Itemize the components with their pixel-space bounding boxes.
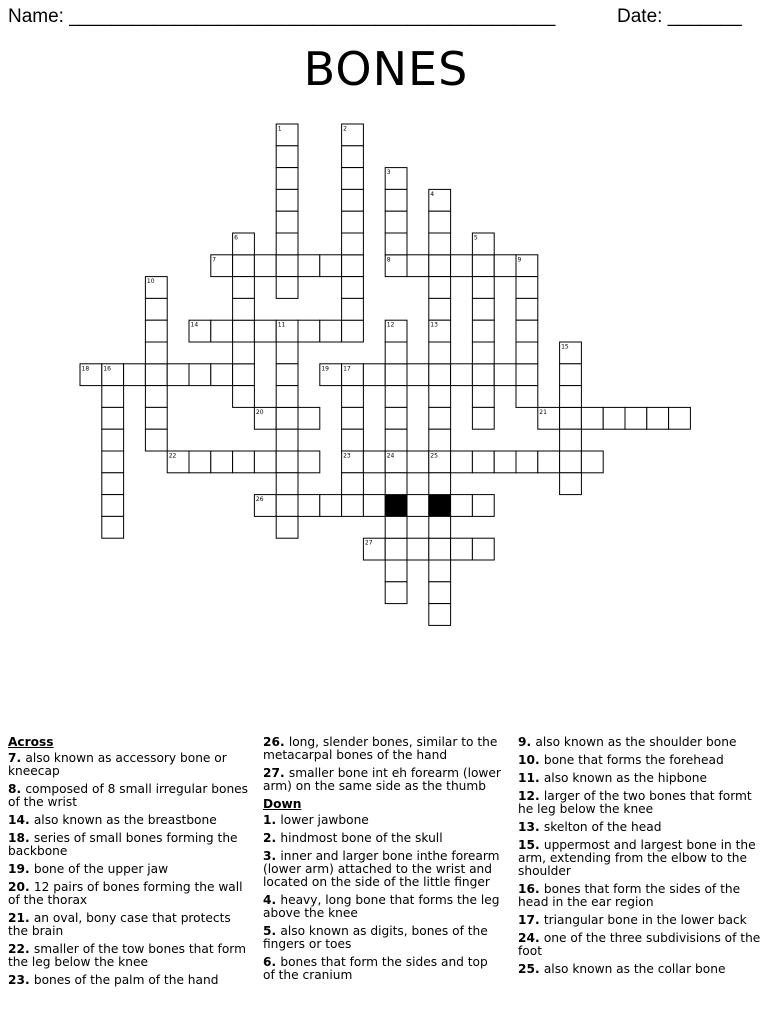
clue-item-number: 20.	[8, 880, 34, 894]
clue-number: 16	[103, 365, 111, 373]
grid-cell[interactable]	[516, 386, 538, 408]
clue-item-number: 22.	[8, 942, 34, 956]
grid-cell[interactable]	[385, 516, 407, 538]
grid-cell[interactable]	[451, 364, 473, 386]
clue-item	[518, 839, 764, 878]
grid-cell[interactable]	[407, 451, 429, 473]
clue-item-number: 18.	[8, 831, 34, 845]
grid-cell[interactable]	[233, 277, 255, 299]
grid-cell[interactable]	[429, 233, 451, 255]
clue-item-text: long, slender bones, similar to the metacarpal bones of the hand	[263, 735, 498, 762]
grid-cell[interactable]	[472, 277, 494, 299]
grid-cell[interactable]	[581, 451, 603, 473]
grid-cell[interactable]	[560, 364, 582, 386]
grid-cell[interactable]	[102, 386, 124, 408]
grid-cell[interactable]	[298, 451, 320, 473]
grid-cell[interactable]	[320, 495, 342, 517]
clue-item-text: also known as the hipbone	[543, 771, 708, 785]
clue-item-number: 14.	[8, 813, 34, 827]
grid-cell[interactable]	[342, 233, 364, 255]
clue-item	[518, 963, 764, 976]
grid-block	[429, 495, 451, 517]
clue-item-number: 16.	[518, 882, 544, 896]
grid-cell[interactable]	[342, 168, 364, 190]
grid-cell[interactable]	[276, 211, 298, 233]
grid-cell[interactable]	[407, 538, 429, 560]
clue-number: 12	[386, 321, 395, 329]
clue-number: 10	[146, 278, 155, 286]
grid-cell[interactable]	[145, 407, 167, 429]
grid-cell[interactable]	[538, 451, 560, 473]
grid-cell[interactable]	[560, 386, 582, 408]
grid-cell[interactable]	[102, 473, 124, 495]
clue-item	[263, 850, 503, 889]
grid-cell[interactable]	[385, 233, 407, 255]
grid-cell[interactable]	[276, 189, 298, 211]
grid-cell[interactable]	[102, 407, 124, 429]
clue-item	[8, 783, 248, 809]
clue-item	[263, 956, 503, 982]
clue-item	[263, 814, 503, 827]
grid-cell[interactable]	[429, 560, 451, 582]
clue-item	[263, 736, 503, 762]
clue-item	[8, 974, 248, 987]
clue-item	[518, 932, 764, 958]
across-heading: Across	[8, 735, 54, 749]
grid-cell[interactable]	[233, 451, 255, 473]
page-title: BONES	[303, 42, 469, 96]
grid-cell[interactable]	[429, 342, 451, 364]
grid-cell[interactable]	[124, 364, 146, 386]
grid-cell[interactable]	[429, 386, 451, 408]
grid-cell[interactable]	[342, 495, 364, 517]
clue-item-text: bone of the upper jaw	[33, 862, 169, 876]
grid-cell[interactable]	[625, 407, 647, 429]
across-clue-list-cont	[263, 736, 503, 793]
clue-number: 26	[255, 496, 264, 504]
grid-cell[interactable]	[145, 364, 167, 386]
grid-cell[interactable]	[102, 451, 124, 473]
clue-item-number: 9.	[518, 735, 536, 749]
grid-cell[interactable]	[472, 538, 494, 560]
grid-cell[interactable]	[276, 495, 298, 517]
clue-number: 9	[517, 256, 522, 264]
clue-item-text: also known as digits, bones of the fingers or toes	[263, 924, 488, 951]
clue-column-1	[8, 736, 248, 992]
grid-cell[interactable]	[233, 320, 255, 342]
clue-item-number: 26.	[263, 735, 289, 749]
clue-number: 1	[277, 125, 282, 133]
grid-cell[interactable]	[560, 451, 582, 473]
grid-cell[interactable]	[560, 407, 582, 429]
grid-cell[interactable]	[363, 451, 385, 473]
grid-cell[interactable]	[211, 320, 233, 342]
grid-cell[interactable]	[429, 211, 451, 233]
grid-cell[interactable]	[233, 386, 255, 408]
grid-cell[interactable]	[429, 473, 451, 495]
clue-item-text: bone that forms the forehead	[543, 753, 724, 767]
down-clue-list-cont	[518, 736, 764, 976]
grid-cell[interactable]	[451, 538, 473, 560]
grid-cell[interactable]	[233, 255, 255, 277]
grid-cell[interactable]	[472, 255, 494, 277]
clue-item-text: also known as accessory bone or kneecap	[8, 751, 227, 778]
clue-item-number: 8.	[8, 782, 26, 796]
grid-cell[interactable]	[385, 342, 407, 364]
clue-item-text: hindmost bone of the skull	[280, 831, 443, 845]
grid-cell[interactable]	[145, 320, 167, 342]
clue-number: 20	[255, 408, 264, 416]
grid-cell[interactable]	[342, 429, 364, 451]
clue-item-text: lower jawbone	[280, 813, 369, 827]
grid-cell[interactable]	[560, 429, 582, 451]
grid-cell[interactable]	[276, 451, 298, 473]
clue-item	[518, 790, 764, 816]
clue-item	[263, 925, 503, 951]
grid-cell[interactable]	[516, 320, 538, 342]
down-clue-list	[263, 814, 503, 982]
grid-cell[interactable]	[472, 320, 494, 342]
grid-cell[interactable]	[233, 364, 255, 386]
grid-cell[interactable]	[342, 189, 364, 211]
clue-number: 6	[234, 234, 238, 242]
grid-cell[interactable]	[385, 582, 407, 604]
clue-column-3	[518, 736, 764, 981]
grid-cell[interactable]	[145, 342, 167, 364]
grid-cell[interactable]	[276, 386, 298, 408]
clue-item	[8, 881, 248, 907]
grid-cell[interactable]	[385, 386, 407, 408]
clue-item-number: 24.	[518, 931, 544, 945]
grid-cell[interactable]	[516, 451, 538, 473]
grid-cell[interactable]	[560, 473, 582, 495]
grid-cell[interactable]	[494, 364, 516, 386]
grid-cell[interactable]	[494, 255, 516, 277]
grid-cell[interactable]	[516, 364, 538, 386]
across-clue-list	[8, 752, 248, 987]
clue-item-text: composed of 8 small irregular bones of the wrist	[8, 782, 249, 809]
clue-item	[8, 863, 248, 876]
clue-item	[8, 912, 248, 938]
clue-item	[8, 832, 248, 858]
clue-number: 11	[277, 321, 286, 329]
clue-item	[518, 883, 764, 909]
clue-item-text: also known as the breastbone	[33, 813, 217, 827]
grid-cell[interactable]	[669, 407, 691, 429]
clue-number: 15	[561, 343, 569, 351]
grid-cell[interactable]	[298, 407, 320, 429]
grid-cell[interactable]	[342, 320, 364, 342]
clue-item-text: bones that form the sides of the head in the ear region	[518, 882, 741, 909]
grid-cell[interactable]	[472, 364, 494, 386]
clue-item-text: smaller of the tow bones that form the leg below the knee	[8, 942, 246, 969]
grid-cell[interactable]	[472, 451, 494, 473]
clue-item-text: series of small bones forming the backbone	[8, 831, 238, 858]
clue-number: 7	[212, 256, 217, 264]
grid-cell[interactable]	[385, 538, 407, 560]
grid-cell[interactable]	[276, 233, 298, 255]
clue-item-number: 6.	[263, 955, 281, 969]
grid-block	[385, 495, 407, 517]
grid-cell[interactable]	[276, 407, 298, 429]
grid-cell[interactable]	[516, 342, 538, 364]
clue-number: 13	[430, 321, 438, 329]
clue-item	[518, 821, 764, 834]
clue-number: 22	[168, 452, 177, 460]
grid-cell[interactable]	[429, 277, 451, 299]
clue-item-text: triangular bone in the lower back	[543, 913, 747, 927]
clue-number: 18	[81, 365, 90, 373]
clue-item-text: heavy, long bone that forms the leg above the knee	[263, 893, 500, 920]
clue-item-text: also known as the collar bone	[543, 962, 726, 976]
grid-cell[interactable]	[254, 320, 276, 342]
name-field[interactable]: Name: ______________________________________________	[8, 6, 556, 27]
clue-item	[8, 752, 248, 778]
clue-item-number: 21.	[8, 911, 34, 925]
clue-number: 23	[343, 452, 351, 460]
clue-item-number: 11.	[518, 771, 544, 785]
clue-number: 27	[364, 539, 373, 547]
clue-item-text: larger of the two bones that formt he leg below the knee	[518, 789, 752, 816]
grid-cell[interactable]	[211, 364, 233, 386]
grid-cell[interactable]	[429, 604, 451, 626]
grid-cell[interactable]	[254, 255, 276, 277]
grid-cell[interactable]	[145, 429, 167, 451]
grid-cell[interactable]	[494, 451, 516, 473]
grid-cell[interactable]	[451, 255, 473, 277]
down-heading: Down	[263, 797, 302, 811]
clue-item-text: an oval, bony case that protects the brain	[8, 911, 231, 938]
grid-cell[interactable]	[276, 277, 298, 299]
clue-number: 21	[539, 408, 547, 416]
grid-cell[interactable]	[102, 429, 124, 451]
grid-cell[interactable]	[429, 516, 451, 538]
grid-cell[interactable]	[429, 407, 451, 429]
grid-cell[interactable]	[320, 255, 342, 277]
clue-item-text: also known as the shoulder bone	[535, 735, 737, 749]
clue-number: 2	[343, 125, 347, 133]
grid-cell[interactable]	[429, 298, 451, 320]
grid-cell[interactable]	[472, 298, 494, 320]
grid-cell[interactable]	[276, 473, 298, 495]
clue-item-number: 10.	[518, 753, 544, 767]
clue-item-text: uppermost and largest bone in the arm, extending from the elbow to the shoulder	[518, 838, 756, 878]
grid-cell[interactable]	[516, 277, 538, 299]
grid-cell[interactable]	[407, 255, 429, 277]
grid-cell[interactable]	[320, 320, 342, 342]
grid-cell[interactable]	[145, 386, 167, 408]
clue-number: 8	[386, 256, 391, 264]
grid-cell[interactable]	[342, 146, 364, 168]
grid-cell[interactable]	[102, 495, 124, 517]
grid-cell[interactable]	[451, 495, 473, 517]
clue-item-number: 1.	[263, 813, 281, 827]
grid-cell[interactable]	[429, 429, 451, 451]
grid-cell[interactable]	[254, 451, 276, 473]
grid-cell[interactable]	[102, 516, 124, 538]
grid-cell[interactable]	[385, 429, 407, 451]
grid-cell[interactable]	[342, 211, 364, 233]
clue-number: 14	[190, 321, 199, 329]
grid-cell[interactable]	[429, 538, 451, 560]
clue-number: 17	[343, 365, 351, 373]
clue-number: 25	[430, 452, 438, 460]
clue-item-number: 17.	[518, 913, 544, 927]
grid-cell[interactable]	[276, 168, 298, 190]
grid-cell[interactable]	[342, 277, 364, 299]
grid-cell[interactable]	[342, 298, 364, 320]
clue-item-number: 27.	[263, 766, 289, 780]
grid-cell[interactable]	[276, 255, 298, 277]
clue-item	[263, 767, 503, 793]
clue-item-text: skelton of the head	[543, 820, 662, 834]
grid-cell[interactable]	[647, 407, 669, 429]
clue-item	[8, 943, 248, 969]
clue-column-2	[263, 736, 503, 987]
date-field[interactable]: Date: _______	[617, 6, 742, 27]
clue-item-number: 19.	[8, 862, 34, 876]
grid-cell[interactable]	[276, 364, 298, 386]
clue-item-number: 25.	[518, 962, 544, 976]
clue-item	[518, 754, 764, 767]
clue-item-number: 3.	[263, 849, 281, 863]
grid-cell[interactable]	[385, 364, 407, 386]
clue-item-text: bones of the palm of the hand	[33, 973, 219, 987]
grid-cell[interactable]	[451, 451, 473, 473]
grid-cell[interactable]	[342, 255, 364, 277]
grid-cell[interactable]	[145, 298, 167, 320]
grid-cell[interactable]	[276, 342, 298, 364]
clue-item-number: 5.	[263, 924, 281, 938]
clue-item-number: 23.	[8, 973, 34, 987]
grid-cell[interactable]	[276, 429, 298, 451]
clue-number: 3	[386, 169, 391, 177]
grid-cell[interactable]	[385, 407, 407, 429]
grid-cell[interactable]	[407, 495, 429, 517]
grid-cell[interactable]	[189, 451, 211, 473]
grid-cell[interactable]	[298, 320, 320, 342]
clue-item-text: smaller bone int eh forearm (lower arm) on the same side as the thumb	[263, 766, 501, 793]
grid-cell[interactable]	[603, 407, 625, 429]
grid-cell[interactable]	[472, 342, 494, 364]
grid-cell[interactable]	[342, 473, 364, 495]
clue-item-number: 12.	[518, 789, 544, 803]
grid-cell[interactable]	[581, 407, 603, 429]
grid-cell[interactable]	[298, 255, 320, 277]
grid-cell[interactable]	[516, 298, 538, 320]
grid-cell[interactable]	[472, 495, 494, 517]
grid-cell[interactable]	[385, 473, 407, 495]
clue-number: 19	[321, 365, 329, 373]
grid-cell[interactable]	[276, 516, 298, 538]
grid-cell[interactable]	[429, 255, 451, 277]
clue-item-number: 4.	[263, 893, 281, 907]
clue-item-text: bones that form the sides and top of the cranium	[263, 955, 488, 982]
clue-number: 4	[430, 190, 435, 198]
clue-item-text: one of the three subdivisions of the foot	[518, 931, 761, 958]
clue-item	[8, 814, 248, 827]
grid-cell[interactable]	[363, 495, 385, 517]
grid-cell[interactable]	[233, 342, 255, 364]
clue-item-number: 7.	[8, 751, 26, 765]
grid-cell[interactable]	[385, 211, 407, 233]
grid-cell[interactable]	[298, 495, 320, 517]
clue-item-number: 2.	[263, 831, 281, 845]
grid-cell[interactable]	[429, 364, 451, 386]
clue-item	[518, 736, 764, 749]
clue-item	[518, 772, 764, 785]
grid-cell[interactable]	[211, 451, 233, 473]
grid-cell[interactable]	[429, 582, 451, 604]
clue-item-number: 13.	[518, 820, 544, 834]
grid-cell[interactable]	[363, 364, 385, 386]
clue-number: 5	[473, 234, 478, 242]
grid-cell[interactable]	[472, 407, 494, 429]
grid-cell[interactable]	[189, 364, 211, 386]
grid-cell[interactable]	[407, 364, 429, 386]
grid-cell[interactable]	[342, 407, 364, 429]
clue-item-text: 12 pairs of bones forming the wall of the thorax	[8, 880, 243, 907]
grid-cell[interactable]	[167, 364, 189, 386]
grid-cell[interactable]	[233, 298, 255, 320]
clue-item-text: inner and larger bone inthe forearm (lower arm) attached to the wrist and located on the side of the little finger	[263, 849, 500, 889]
clue-number: 24	[386, 452, 395, 460]
clue-item	[518, 914, 764, 927]
grid-cell[interactable]	[472, 386, 494, 408]
grid-cell[interactable]	[385, 189, 407, 211]
clue-item-number: 15.	[518, 838, 544, 852]
clue-item	[263, 832, 503, 845]
grid-cell[interactable]	[342, 386, 364, 408]
grid-cell[interactable]	[385, 560, 407, 582]
grid-cell[interactable]	[276, 146, 298, 168]
clue-item	[263, 894, 503, 920]
